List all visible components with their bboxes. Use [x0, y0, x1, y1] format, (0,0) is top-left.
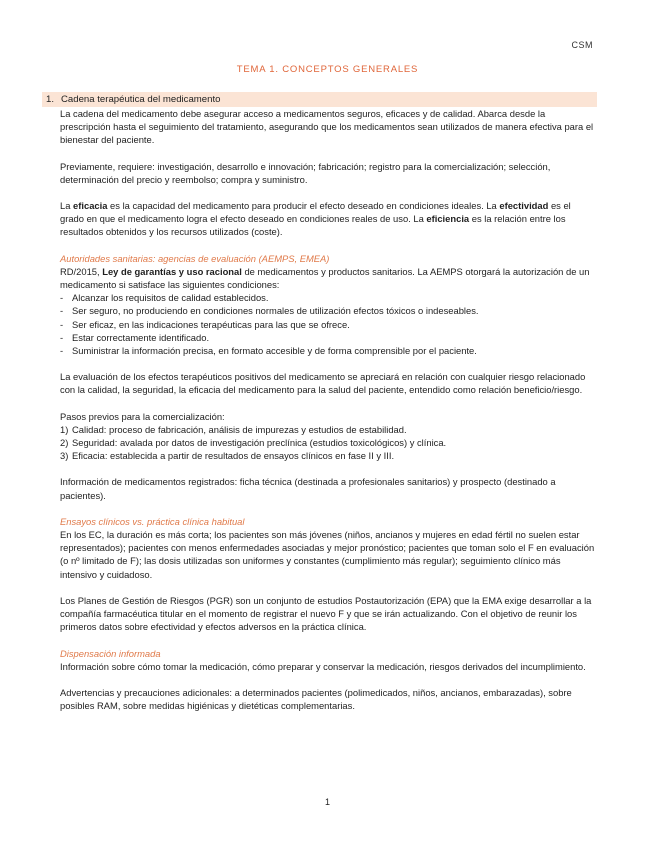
paragraph-dispensacion: Información sobre cómo tomar la medicación, cómo preparar y conservar la medicación, riesgos derivados del incumplimiento. — [60, 660, 586, 672]
list-item: - Ser seguro, no produciendo en condiciones normales de utilización efectos tóxicos o indeseables. — [60, 304, 595, 317]
author-initials: CSM — [571, 40, 593, 50]
pasos-list — [60, 423, 595, 463]
subheading-autoridades: Autoridades sanitarias: agencias de evaluación (AEMPS, EMEA) — [60, 252, 330, 264]
paragraph-advertencias: Advertencias y precauciones adicionales: a determinados pacientes (polimedicados, niños, ancianos, embarazadas), sobre posibles RAM, sobre medidas higiénicas y dietéticas complementarias. — [60, 686, 572, 712]
paragraph-cadena: La cadena del medicamento debe asegurar acceso a medicamentos seguros, eficaces y de calidad. Abarca desde la prescripción hasta el seguimiento del tratamiento, asegurando que los medicamentos sean utilizados de manera efectiva para el bienestar del paciente. — [60, 108, 594, 146]
list-item: - Estar correctamente identificado. — [60, 331, 595, 344]
term-ley: Ley de garantías y uso racional — [102, 265, 242, 277]
list-item: 3) Eficacia: establecida a partir de resultados de ensayos clínicos en fase II y III. — [60, 450, 395, 462]
paragraph-pasos-title: Pasos previos para la comercialización: — [60, 410, 225, 422]
term-efectividad: efectividad — [499, 200, 549, 212]
document-title: TEMA 1. CONCEPTOS GENERALES — [236, 64, 419, 75]
paragraph-ley: RD/2015, Ley de garantías y uso racional de medicamentos y productos sanitarios. La AEMPS otorgará la autorización de un medicamento si satisface las siguientes condiciones: — [60, 265, 590, 291]
paragraph-pgr: Los Planes de Gestión de Riesgos (PGR) son un conjunto de estudios Postautorización (EPA) que la EMA exige desarrollar a la compañía farmacéutica titular en el momento de registrar el nuevo F y que se irán actualizando. Con el objetivo de reunir los primeros datos sobre efectividad y efectos adversos en la práctica clínica. — [60, 594, 592, 633]
list-item: - Suministrar la información precisa, en formato accesible y de forma comprensible por el paciente. — [60, 344, 595, 357]
subheading-ensayos: Ensayos clínicos vs. práctica clínica habitual — [60, 515, 245, 527]
conditions-list — [60, 291, 595, 357]
subheading-dispensacion: Dispensación informada — [60, 647, 161, 659]
list-item: - Alcanzar los requisitos de calidad establecidos. — [60, 291, 595, 304]
section-title: Cadena terapéutica del medicamento — [61, 94, 221, 105]
term-eficiencia: eficiencia — [426, 213, 470, 225]
paragraph-informacion: Información de medicamentos registrados: ficha técnica (destinada a profesionales sanitarios) y prospecto (destinado a pacientes). — [60, 476, 556, 501]
section-number: 1. — [46, 94, 55, 105]
paragraph-evaluacion: La evaluación de los efectos terapéuticos positivos del medicamento se apreciará en relación con cualquier riesgo relacionado con la calidad, la seguridad, la eficacia del medicamento para la salud del paciente, entendido como relación beneficio/riesgo. — [60, 371, 586, 396]
section-body — [42, 107, 597, 712]
paragraph-requisitos: Previamente, requiere: investigación, desarrollo e innovación; fabricación; registro para la comercialización; selección, determinación del precio y reembolso; compra y suministro. — [60, 160, 551, 185]
list-item: 2) Seguridad: avalada por datos de investigación preclínica (estudios toxicológicos) y clínica. — [60, 437, 447, 449]
paragraph-definiciones: La eficacia es la capacidad del medicamento para producir el efecto deseado en condiciones ideales. La efectividad es el grado en que el medicamento logra el efecto deseado en condiciones reales de uso. La eficiencia es la relación entre los resultados obtenidos y los recursos utilizados (coste). — [60, 200, 571, 238]
list-item: 1) Calidad: proceso de fabricación, análisis de impurezas y estudios de estabilidad. — [60, 423, 407, 435]
term-eficacia: eficacia — [73, 200, 108, 212]
page-number: 1 — [324, 797, 330, 807]
list-item: - Ser eficaz, en las indicaciones terapéuticas para las que se ofrece. — [60, 318, 595, 331]
paragraph-ensayos: En los EC, la duración es más corta; los pacientes son más jóvenes (niños, ancianos y mujeres en edad fértil no suelen estar representados); pacientes con menos enfermedades asociadas y mejor pronóstico; pacientes que toman solo el F en evaluación (o nº limitado de F); las dosis utilizadas son uniformes y constantes (cumplimiento más regular); seguimiento clínico más intensivo y cuidadoso. — [60, 529, 595, 580]
section-heading — [42, 92, 597, 107]
document-content — [42, 92, 597, 712]
